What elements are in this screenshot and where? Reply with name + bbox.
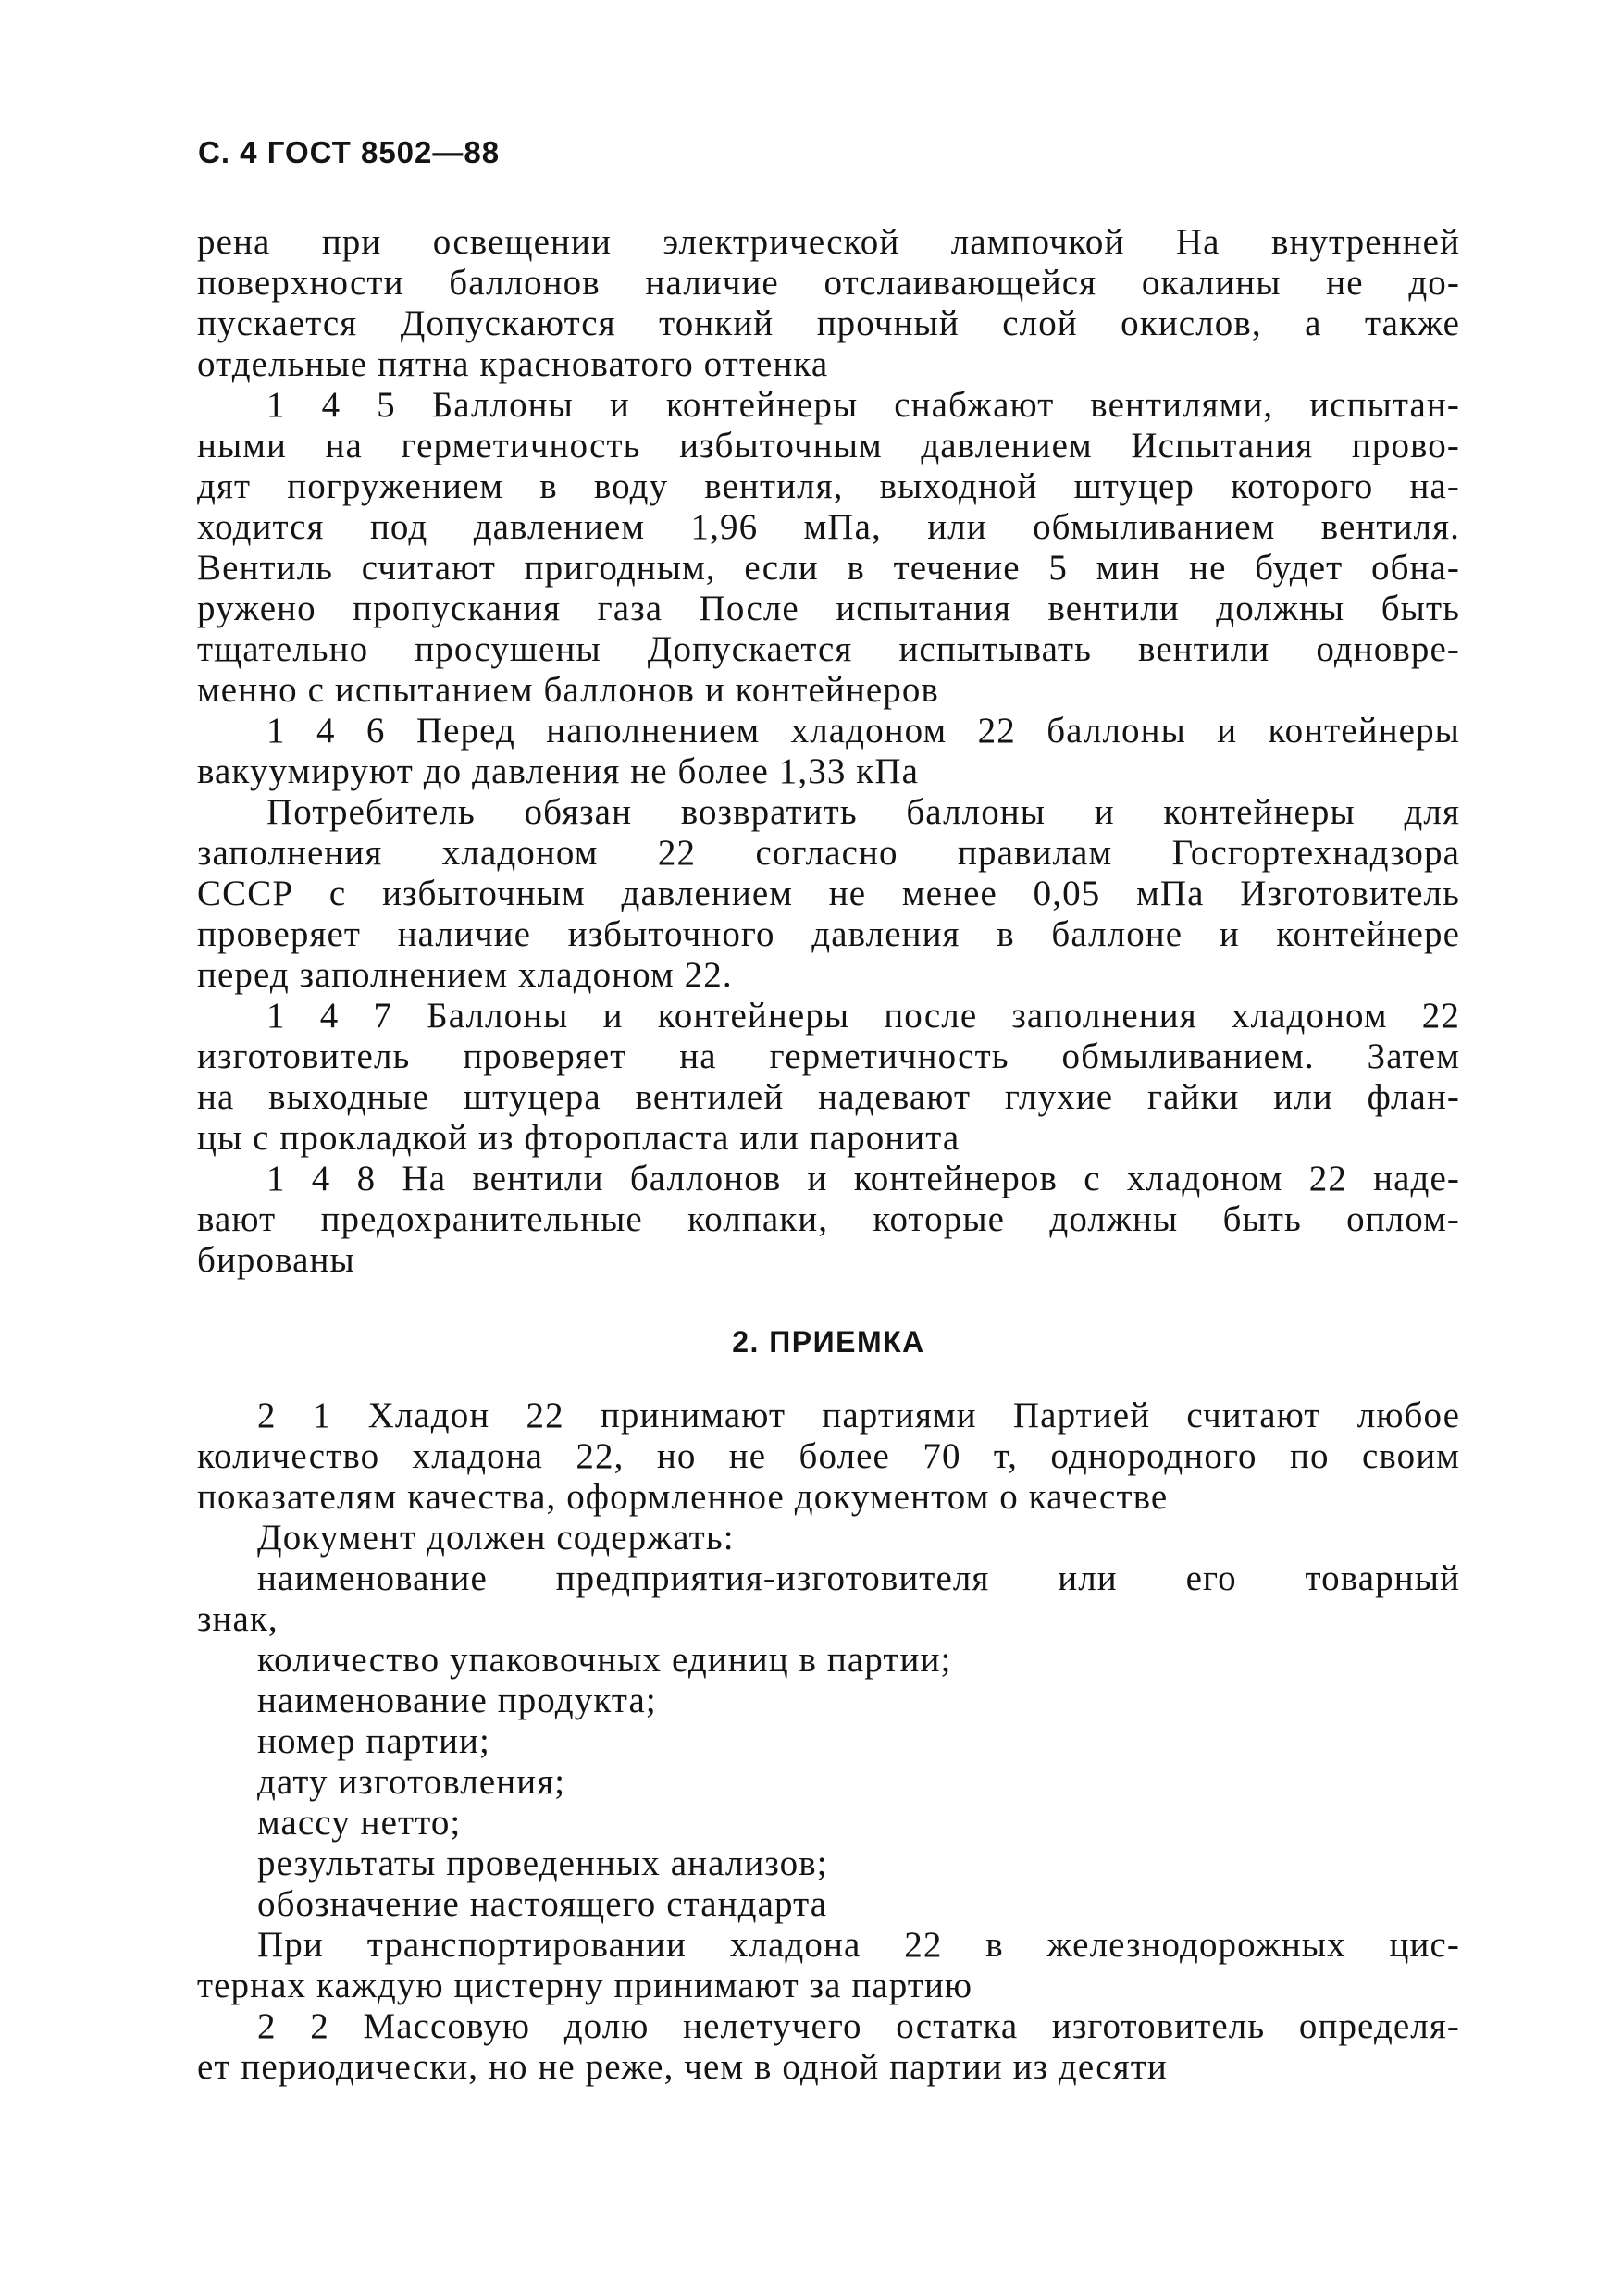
text-line: цы с прокладкой из фторопласта или паронита [197, 1118, 960, 1158]
text-line: дят погружением в воду вентиля, выходной штуцер которого на- [197, 466, 1460, 506]
text-line: вают предохранительные колпаки, которые должны быть оплом- [197, 1199, 1460, 1239]
list-item: наименование продукта; [257, 1681, 657, 1720]
clause-1-4-5-line: 1 4 5 Баллоны и контейнеры снабжают вентилями, испытан- [266, 385, 1460, 425]
list-item-continuation: знак, [197, 1599, 279, 1639]
text-line: заполнения хладоном 22 согласно правилам Госгортехнадзора [197, 833, 1460, 873]
document-body [197, 222, 1460, 2088]
list-item: номер партии; [257, 1721, 490, 1761]
text-line: изготовитель проверяет на герметичность обмыливанием. Затем [197, 1036, 1460, 1076]
text-line: показателям качества, оформленное документом о качестве [197, 1477, 1169, 1517]
text-line: проверяет наличие избыточного давления в баллоне и контейнере [197, 914, 1460, 954]
section-heading: 2. ПРИЕМКА [732, 1325, 925, 1359]
text-line: бированы [197, 1240, 355, 1280]
text-line: ходится под давлением 1,96 мПа, или обмыливанием вентиля. [197, 507, 1460, 547]
clause-2-2-line: 2 2 Массовую долю нелетучего остатка изготовитель определя- [257, 2006, 1460, 2046]
text-line: тернах каждую цистерну принимают за партию [197, 1966, 973, 2005]
text-line: пускается Допускаются тонкий прочный слой окислов, а также [197, 304, 1460, 343]
text-line: ет периодически, но не реже, чем в одной партии из десяти [197, 2047, 1168, 2087]
clause-1-4-7-line: 1 4 7 Баллоны и контейнеры после заполнения хладоном 22 [266, 996, 1460, 1036]
text-line: количество хладона 22, но не более 70 т, однородного по своим [197, 1436, 1460, 1476]
text-line: вакуумируют до давления не более 1,33 кПа [197, 751, 920, 791]
text-line: ружено пропускания газа После испытания вентили должны быть [197, 589, 1460, 628]
list-item: наименование предприятия-изготовителя или его товарный [257, 1558, 1460, 1598]
text-line: поверхности баллонов наличие отслаивающейся окалины не до- [197, 263, 1460, 303]
clause-2-1-line: 2 1 Хладон 22 принимают партиями Партией считают любое [257, 1396, 1460, 1435]
list-item: массу нетто; [257, 1803, 462, 1843]
running-head: С. 4 ГОСТ 8502—88 [198, 135, 501, 169]
text-line: тщательно просушены Допускается испытывать вентили одновре- [197, 629, 1460, 669]
text-line: перед заполнением хладоном 22. [197, 955, 733, 995]
list-item: количество упаковочных единиц в партии; [257, 1640, 952, 1680]
text-line: менно с испытанием баллонов и контейнеров [197, 670, 939, 710]
list-item: обозначение настоящего стандарта [257, 1884, 828, 1924]
text-line: При транспортировании хладона 22 в железнодорожных цис- [257, 1925, 1460, 1965]
clause-1-4-6-line: 1 4 6 Перед наполнением хладоном 22 баллоны и контейнеры [266, 711, 1460, 751]
list-item: результаты проведенных анализов; [257, 1843, 828, 1883]
clause-1-4-8-line: 1 4 8 На вентили баллонов и контейнеров с хладоном 22 наде- [266, 1159, 1460, 1198]
text-line: Вентиль считают пригодным, если в течение 5 мин не будет обна- [197, 548, 1460, 588]
list-item: дату изготовления; [257, 1762, 566, 1802]
text-line: рена при освещении электрической лампочкой На внутренней [197, 222, 1460, 262]
text-line: Потребитель обязан возвратить баллоны и контейнеры для [266, 792, 1460, 832]
text-line: Документ должен содержать: [257, 1518, 735, 1558]
text-line: СССР с избыточным давлением не менее 0,05 мПа Изготовитель [197, 874, 1460, 913]
text-line: на выходные штуцера вентилей надевают глухие гайки или флан- [197, 1077, 1460, 1117]
text-line: отдельные пятна красноватого оттенка [197, 344, 829, 384]
text-line: ными на герметичность избыточным давлением Испытания прово- [197, 426, 1460, 465]
